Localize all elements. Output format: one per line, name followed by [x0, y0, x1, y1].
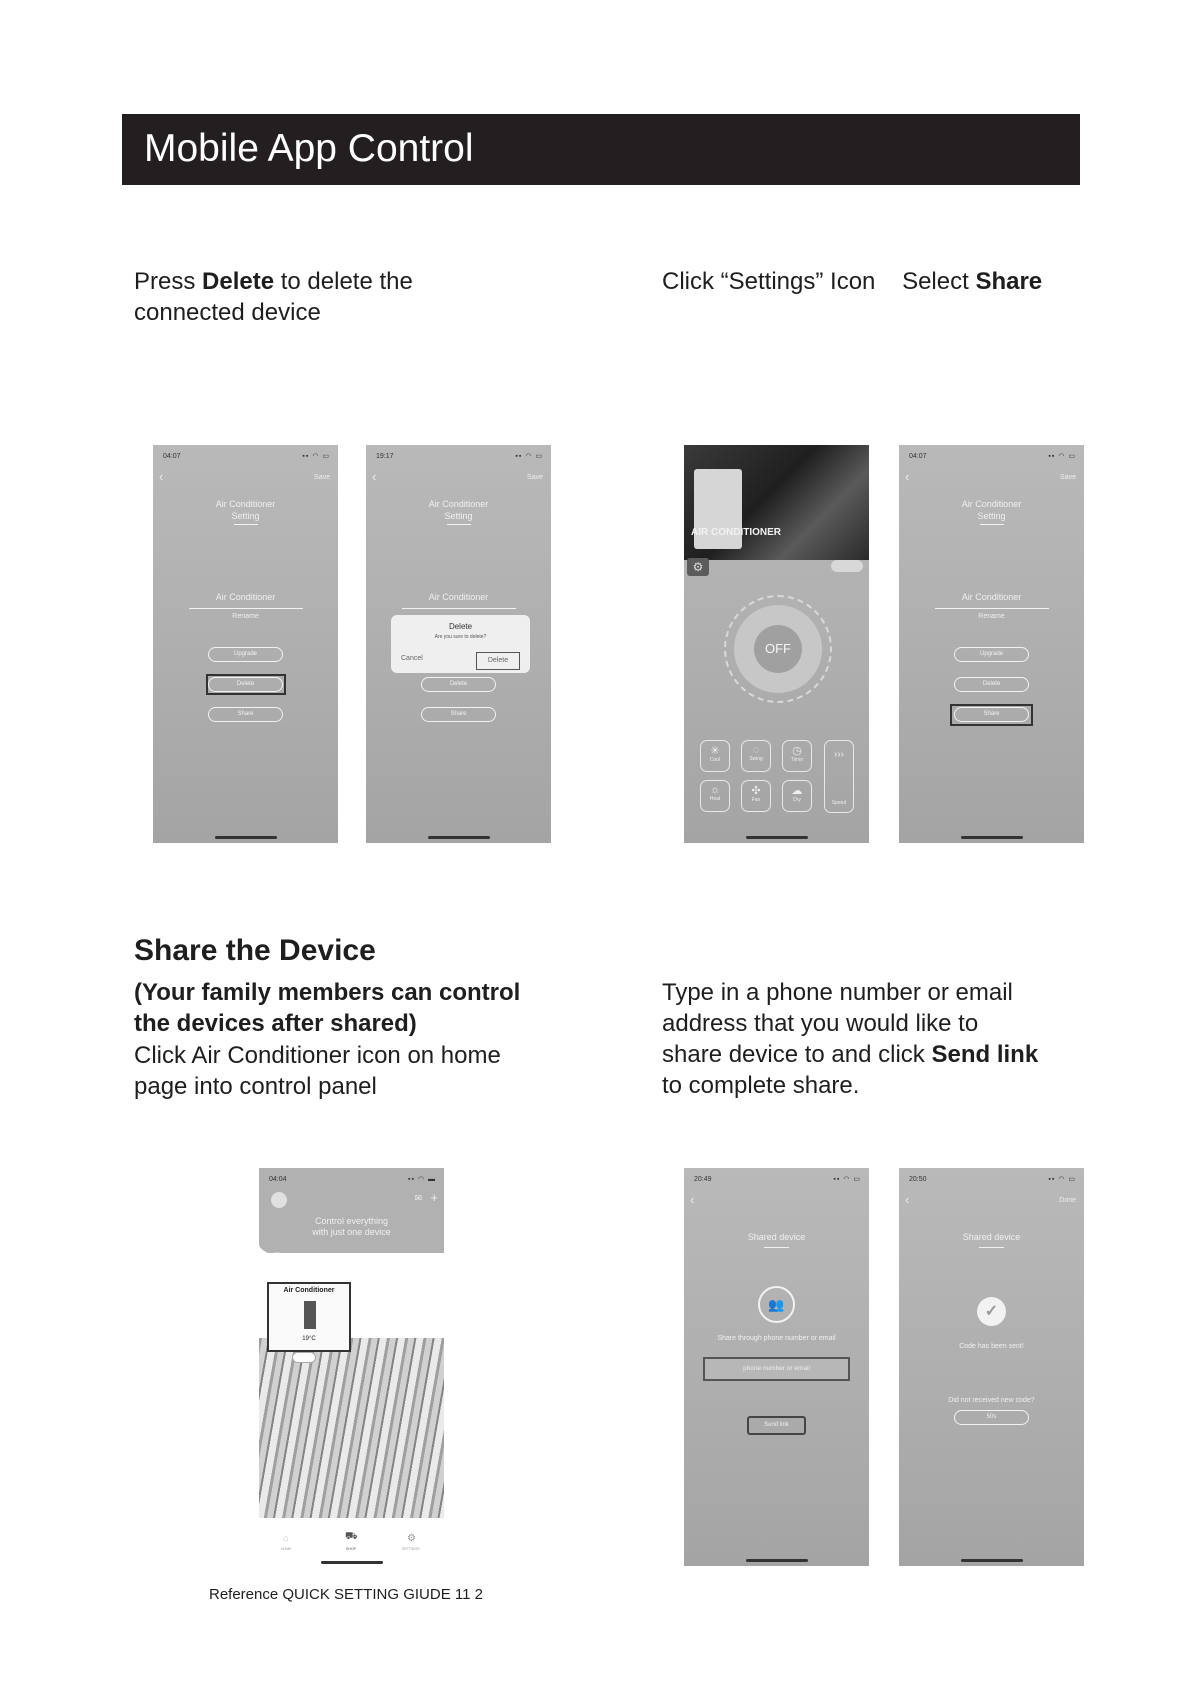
mode-timer-button[interactable] [782, 740, 812, 772]
screen-title-line2: Setting [444, 511, 473, 521]
send-instr-line2: address that you would like to [662, 1010, 979, 1037]
mode-label: Fan [751, 797, 761, 803]
nav-home-label[interactable]: HOME [281, 1547, 292, 1551]
mode-fan-button[interactable] [741, 780, 771, 812]
back-icon[interactable]: ‹ [905, 469, 910, 484]
sun-icon: ☼ [709, 784, 721, 796]
delete-instr-bold: Delete [202, 268, 275, 295]
share-instr-pre: Click “Settings” Icon Select [662, 268, 976, 295]
screen-title-line2: Setting [977, 511, 1006, 521]
add-icon[interactable]: + [430, 1190, 438, 1205]
name-underline [402, 608, 516, 609]
code-sent-message: Code has been sent! [959, 1343, 1024, 1350]
send-instr-line4: to complete share. [662, 1072, 860, 1099]
send-link-button[interactable]: Send link [747, 1416, 806, 1435]
screen-title-line1: Air Conditioner [215, 499, 276, 509]
screen-title-line2: Setting [231, 511, 260, 521]
timer-icon: ◷ [792, 745, 802, 757]
title-bar [122, 114, 1080, 185]
delete-button[interactable]: Delete [954, 677, 1029, 692]
save-button[interactable]: Save [527, 474, 543, 481]
mode-swing-button[interactable] [741, 740, 771, 772]
fan-icon: ✣ [751, 785, 761, 797]
share-button[interactable]: Share [208, 707, 283, 722]
device-label: AIR CONDITIONER [691, 527, 781, 538]
status-icons: ▪▪ ◠ ▭ [1048, 1176, 1076, 1183]
title-underline [980, 524, 1004, 525]
rename-link[interactable]: Rename [232, 613, 259, 620]
delete-instr-pre: Press [134, 268, 203, 295]
screen-title-line1: Air Conditioner [961, 499, 1022, 509]
speed-icon: ››› [834, 749, 844, 760]
mode-label: Dry [793, 797, 801, 803]
status-time: 04:07 [163, 453, 181, 460]
settings-icon[interactable]: ⚙ [407, 1533, 416, 1544]
status-time: 04:04 [269, 1176, 287, 1183]
delete-instruction [134, 266, 413, 328]
screen-title: Shared device [962, 1232, 1021, 1242]
delete-instr-post: to delete the [274, 268, 413, 295]
checkmark-icon: ✓ [977, 1297, 1006, 1326]
send-instr-line3: share device to and click [662, 1041, 932, 1068]
nav-shop-label[interactable]: SHOP [346, 1547, 356, 1551]
title-underline [979, 1247, 1004, 1248]
card-toggle[interactable] [292, 1352, 316, 1363]
grass-background [259, 1338, 444, 1518]
delete-instr-line2: connected device [134, 299, 321, 326]
name-underline [189, 608, 303, 609]
home-indicator [746, 1559, 808, 1562]
home-instr-line2: page into control panel [134, 1073, 377, 1100]
status-icons: ▪▪ ◠ ▭ [833, 1176, 861, 1183]
cart-icon[interactable]: ⛟ [345, 1531, 358, 1542]
home-indicator [961, 836, 1023, 839]
delete-button[interactable]: Delete [421, 677, 496, 692]
avatar[interactable] [271, 1192, 287, 1208]
save-button[interactable]: Save [314, 474, 330, 481]
status-time: 04:07 [909, 453, 927, 460]
air-conditioner-card[interactable] [267, 1282, 351, 1352]
name-underline [935, 608, 1049, 609]
home-indicator [321, 1561, 383, 1564]
home-tagline-line2: with just one device [312, 1227, 391, 1237]
phone-share-input [684, 1168, 869, 1566]
subheading-line2: the devices after shared) [134, 1010, 417, 1037]
title-underline [234, 524, 258, 525]
device-name: Air Conditioner [215, 592, 276, 602]
back-icon[interactable]: ‹ [905, 1192, 910, 1207]
mail-icon[interactable]: ✉ [414, 1193, 422, 1203]
status-icons: ▪▪ ◠ ▭ [1048, 453, 1076, 460]
status-icons: ▪▪ ◠ ▬ [408, 1176, 436, 1183]
device-name: Air Conditioner [428, 592, 489, 602]
home-indicator [961, 1559, 1023, 1562]
device-name: Air Conditioner [961, 592, 1022, 602]
done-button[interactable]: Done [1059, 1197, 1076, 1204]
phone-email-input[interactable]: phone number or email [703, 1357, 850, 1381]
share-button[interactable]: Share [421, 707, 496, 722]
home-indicator [428, 836, 490, 839]
mode-cool-button[interactable] [700, 740, 730, 772]
card-title: Air Conditioner [283, 1287, 335, 1294]
mode-label: Cool [709, 757, 721, 763]
screen-title-line1: Air Conditioner [428, 499, 489, 509]
phone-control-panel [684, 445, 869, 843]
phone-home [259, 1168, 444, 1566]
phone-settings-share [899, 445, 1084, 843]
back-icon[interactable]: ‹ [690, 1192, 695, 1207]
share-highlight [950, 704, 1033, 726]
upgrade-button[interactable]: Upgrade [954, 647, 1029, 662]
ac-device-icon [304, 1301, 316, 1329]
bottom-nav [259, 1528, 444, 1554]
status-time: 19:17 [376, 453, 394, 460]
status-icons: ▪▪ ◠ ▭ [515, 453, 543, 460]
share-heading: Share the Device [134, 934, 376, 967]
page-title: Mobile App Control [144, 127, 474, 170]
back-icon[interactable]: ‹ [159, 469, 164, 484]
delete-highlight [206, 674, 286, 695]
rename-link[interactable]: Rename [978, 613, 1005, 620]
dialog-message: Are you sure to delete? [434, 634, 487, 640]
home-instr-line1: Click Air Conditioner icon on home [134, 1042, 501, 1069]
swing-icon: ◌ [752, 744, 760, 756]
home-instruction [134, 1040, 501, 1102]
subheading-line1: (Your family members can control [134, 979, 521, 1006]
footer-reference: Reference QUICK SETTING GIUDE 11 2 [209, 1586, 483, 1603]
upgrade-button[interactable]: Upgrade [208, 647, 283, 662]
title-underline [764, 1247, 789, 1248]
mode-heat-button[interactable] [700, 780, 730, 812]
dialog-title: Delete [448, 622, 473, 631]
gear-icon[interactable]: ⚙ [687, 558, 709, 576]
status-icons: ▪▪ ◠ ▭ [302, 453, 330, 460]
status-time: 20:50 [909, 1176, 927, 1183]
send-link-instruction [662, 977, 1038, 1101]
snowflake-icon: ✳ [710, 745, 720, 757]
speed-button[interactable] [824, 740, 854, 813]
mode-label: Heat [709, 796, 721, 802]
mode-dry-button[interactable] [782, 780, 812, 812]
home-indicator [746, 836, 808, 839]
card-temperature: 19°C [302, 1336, 316, 1342]
dialog-cancel-button[interactable]: Cancel [401, 655, 423, 662]
home-tagline-line1: Control everything [314, 1216, 389, 1226]
save-button[interactable]: Save [1060, 474, 1076, 481]
title-underline [447, 524, 471, 525]
share-instruction [662, 266, 1042, 297]
speed-label: Speed [831, 800, 847, 806]
dialog-delete-button[interactable]: Delete [476, 652, 520, 670]
power-toggle[interactable] [831, 560, 863, 572]
mode-label: Swing [749, 756, 763, 762]
send-instr-line1: Type in a phone number or email [662, 979, 1013, 1006]
phone-code-sent [899, 1168, 1084, 1566]
back-icon[interactable]: ‹ [372, 469, 377, 484]
share-button[interactable]: Share [954, 707, 1029, 722]
share-subheading [134, 977, 520, 1039]
screen-title: Shared device [747, 1232, 806, 1242]
nav-settings-label[interactable]: SETTINGS [402, 1547, 420, 1551]
ac-photo-header [684, 445, 869, 560]
mode-label: Timer [790, 757, 804, 763]
phone-settings-delete [153, 445, 338, 843]
power-state[interactable]: OFF [754, 625, 802, 673]
phone-delete-dialog [366, 445, 551, 843]
resend-prompt: Did not received new code? [948, 1397, 1035, 1404]
delete-dialog [391, 615, 530, 673]
status-time: 20:49 [694, 1176, 712, 1183]
home-icon[interactable]: ⌂ [283, 1533, 290, 1544]
people-icon: 👥 [758, 1286, 795, 1323]
share-instr-bold: Share [975, 268, 1043, 295]
dry-icon: ☁ [791, 785, 803, 797]
delete-button[interactable]: Delete [208, 677, 283, 692]
share-prompt: Share through phone number or email [717, 1335, 836, 1342]
send-instr-bold: Send link [931, 1041, 1039, 1068]
resend-countdown-button[interactable]: 50s [954, 1410, 1029, 1425]
home-indicator [215, 836, 277, 839]
